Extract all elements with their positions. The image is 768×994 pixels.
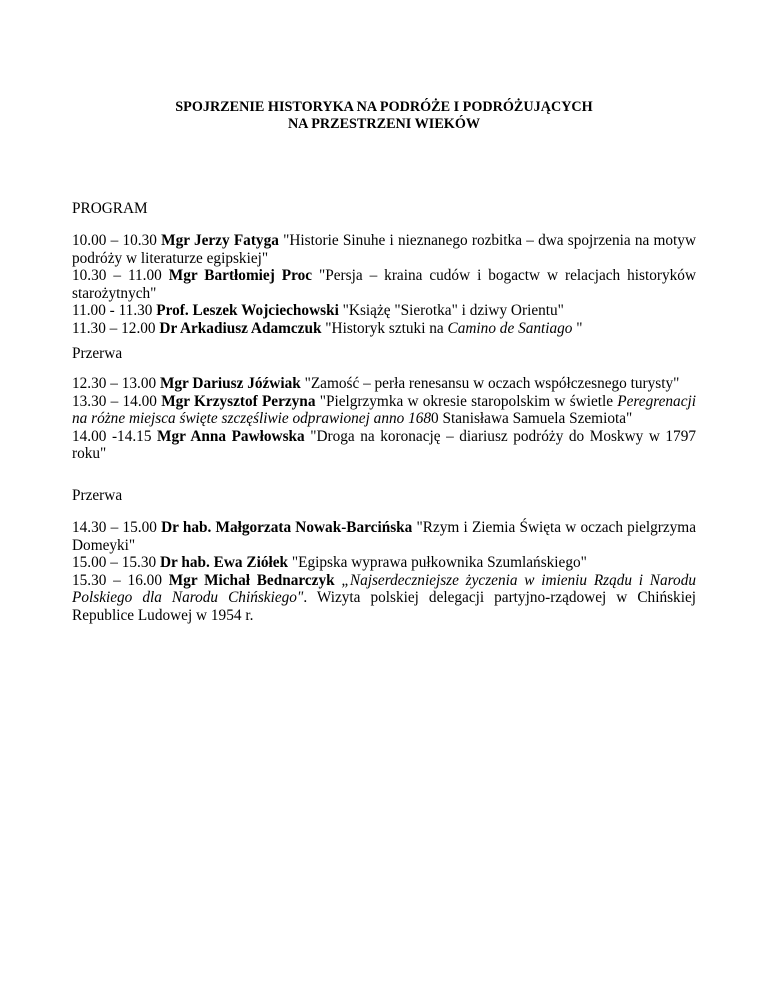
- program-entry: [72, 267, 696, 302]
- entry-speaker: Dr Arkadiusz Adamczuk: [159, 319, 322, 337]
- program-heading-section: [72, 200, 696, 218]
- title-line-1: SPOJRZENIE HISTORYKA NA PODRÓŻE I PODRÓŻUJĄCYCH: [175, 99, 593, 115]
- entry-speaker: Mgr Jerzy Fatyga: [161, 232, 279, 249]
- entry-talk-end: . Wizyta polskiej delegacji partyjno-rządowej w Chińskiej Republice Ludowej w 1954 r.: [72, 589, 696, 624]
- entry-talk: "Historyk sztuki na: [321, 319, 448, 337]
- entry-speaker: Mgr Bartłomiej Proc: [168, 267, 313, 285]
- entry-speaker: Mgr Dariusz Jóźwiak: [159, 375, 301, 392]
- entry-talk: "Zamość – perła renesansu w oczach współczesnego turysty": [300, 375, 680, 392]
- entry-time: 11.30 – 12.00: [72, 319, 156, 337]
- entry-speaker: Prof. Leszek Wojciechowski: [156, 302, 339, 320]
- entry-talk-italic: Peregrenacji na różne miejsca święte szczęśliwie odprawionej anno 168: [72, 392, 696, 428]
- entry-speaker: Dr hab. Małgorzata Nowak-Barcińska: [161, 519, 413, 536]
- entry-time: 15.00 – 15.30: [72, 554, 157, 572]
- entry-speaker: Mgr Krzysztof Perzyna: [161, 392, 316, 410]
- entry-talk-italic: „Najserdeczniejsze życzenia w imieniu Rządu i Narodu Polskiego dla Narodu Chińskiego": [72, 571, 696, 607]
- entry-talk: "Książę "Sierotka" i dziwy Orientu": [338, 302, 564, 320]
- entry-speaker: Mgr Anna Pawłowska: [157, 427, 305, 445]
- entry-time: 11.00 - 11.30: [72, 302, 153, 320]
- entry-talk-italic: Camino de Santiago: [447, 319, 573, 337]
- program-entry: [72, 572, 696, 625]
- entry-talk: "Pielgrzymka w okresie staropolskim w świetle: [315, 392, 618, 410]
- program-entry: [72, 302, 696, 320]
- title-line-2: NA PRZESTRZENI WIEKÓW: [287, 116, 481, 132]
- program-entry: [72, 393, 696, 428]
- program-entry: [72, 232, 696, 267]
- session-1: [72, 232, 696, 338]
- program-entry: [72, 519, 696, 554]
- entry-time: 14.30 – 15.00: [72, 519, 157, 536]
- break-2-section: [72, 487, 696, 505]
- break-label: Przerwa: [72, 487, 123, 504]
- session-3: [72, 519, 696, 625]
- entry-time: 13.30 – 14.00: [72, 392, 157, 410]
- entry-speaker: Dr hab. Ewa Ziółek: [159, 554, 289, 572]
- program-entry: [72, 375, 696, 393]
- program-entry: [72, 320, 696, 338]
- break-1-section: [72, 345, 696, 363]
- entry-talk: "Persja – kraina cudów i bogactw w relacjach historyków starożytnych": [72, 267, 696, 302]
- break-label: Przerwa: [72, 345, 123, 362]
- entry-talk-end: 0 Stanisława Samuela Szemiota": [431, 410, 633, 428]
- entry-talk: "Historie Sinuhe i nieznanego rozbitka – dwa spojrzenia na motyw podróży w literaturze egipskiej": [72, 232, 696, 267]
- entry-time: 10.00 – 10.30: [72, 232, 157, 249]
- entry-time: 10.30 – 11.00: [72, 267, 162, 285]
- entry-time: 15.30 – 16.00: [72, 571, 162, 589]
- session-2: [72, 375, 696, 463]
- entry-talk: "Rzym i Ziemia Święta w oczach pielgrzyma Domeyki": [72, 519, 696, 554]
- entry-time: 14.00 -14.15: [72, 427, 152, 445]
- entry-talk: "Droga na koronację – diariusz podróży do Moskwy w 1797 roku": [72, 427, 697, 463]
- entry-time: 12.30 – 13.00: [72, 375, 157, 392]
- entry-speaker: Mgr Michał Bednarczyk: [168, 571, 335, 589]
- entry-talk-end: ": [572, 319, 583, 337]
- entry-talk: "Egipska wyprawa pułkownika Szumlańskiego": [288, 554, 587, 572]
- program-entry: [72, 428, 696, 463]
- program-label: PROGRAM: [72, 200, 148, 217]
- program-entry: [72, 554, 696, 572]
- document-title: [0, 99, 768, 133]
